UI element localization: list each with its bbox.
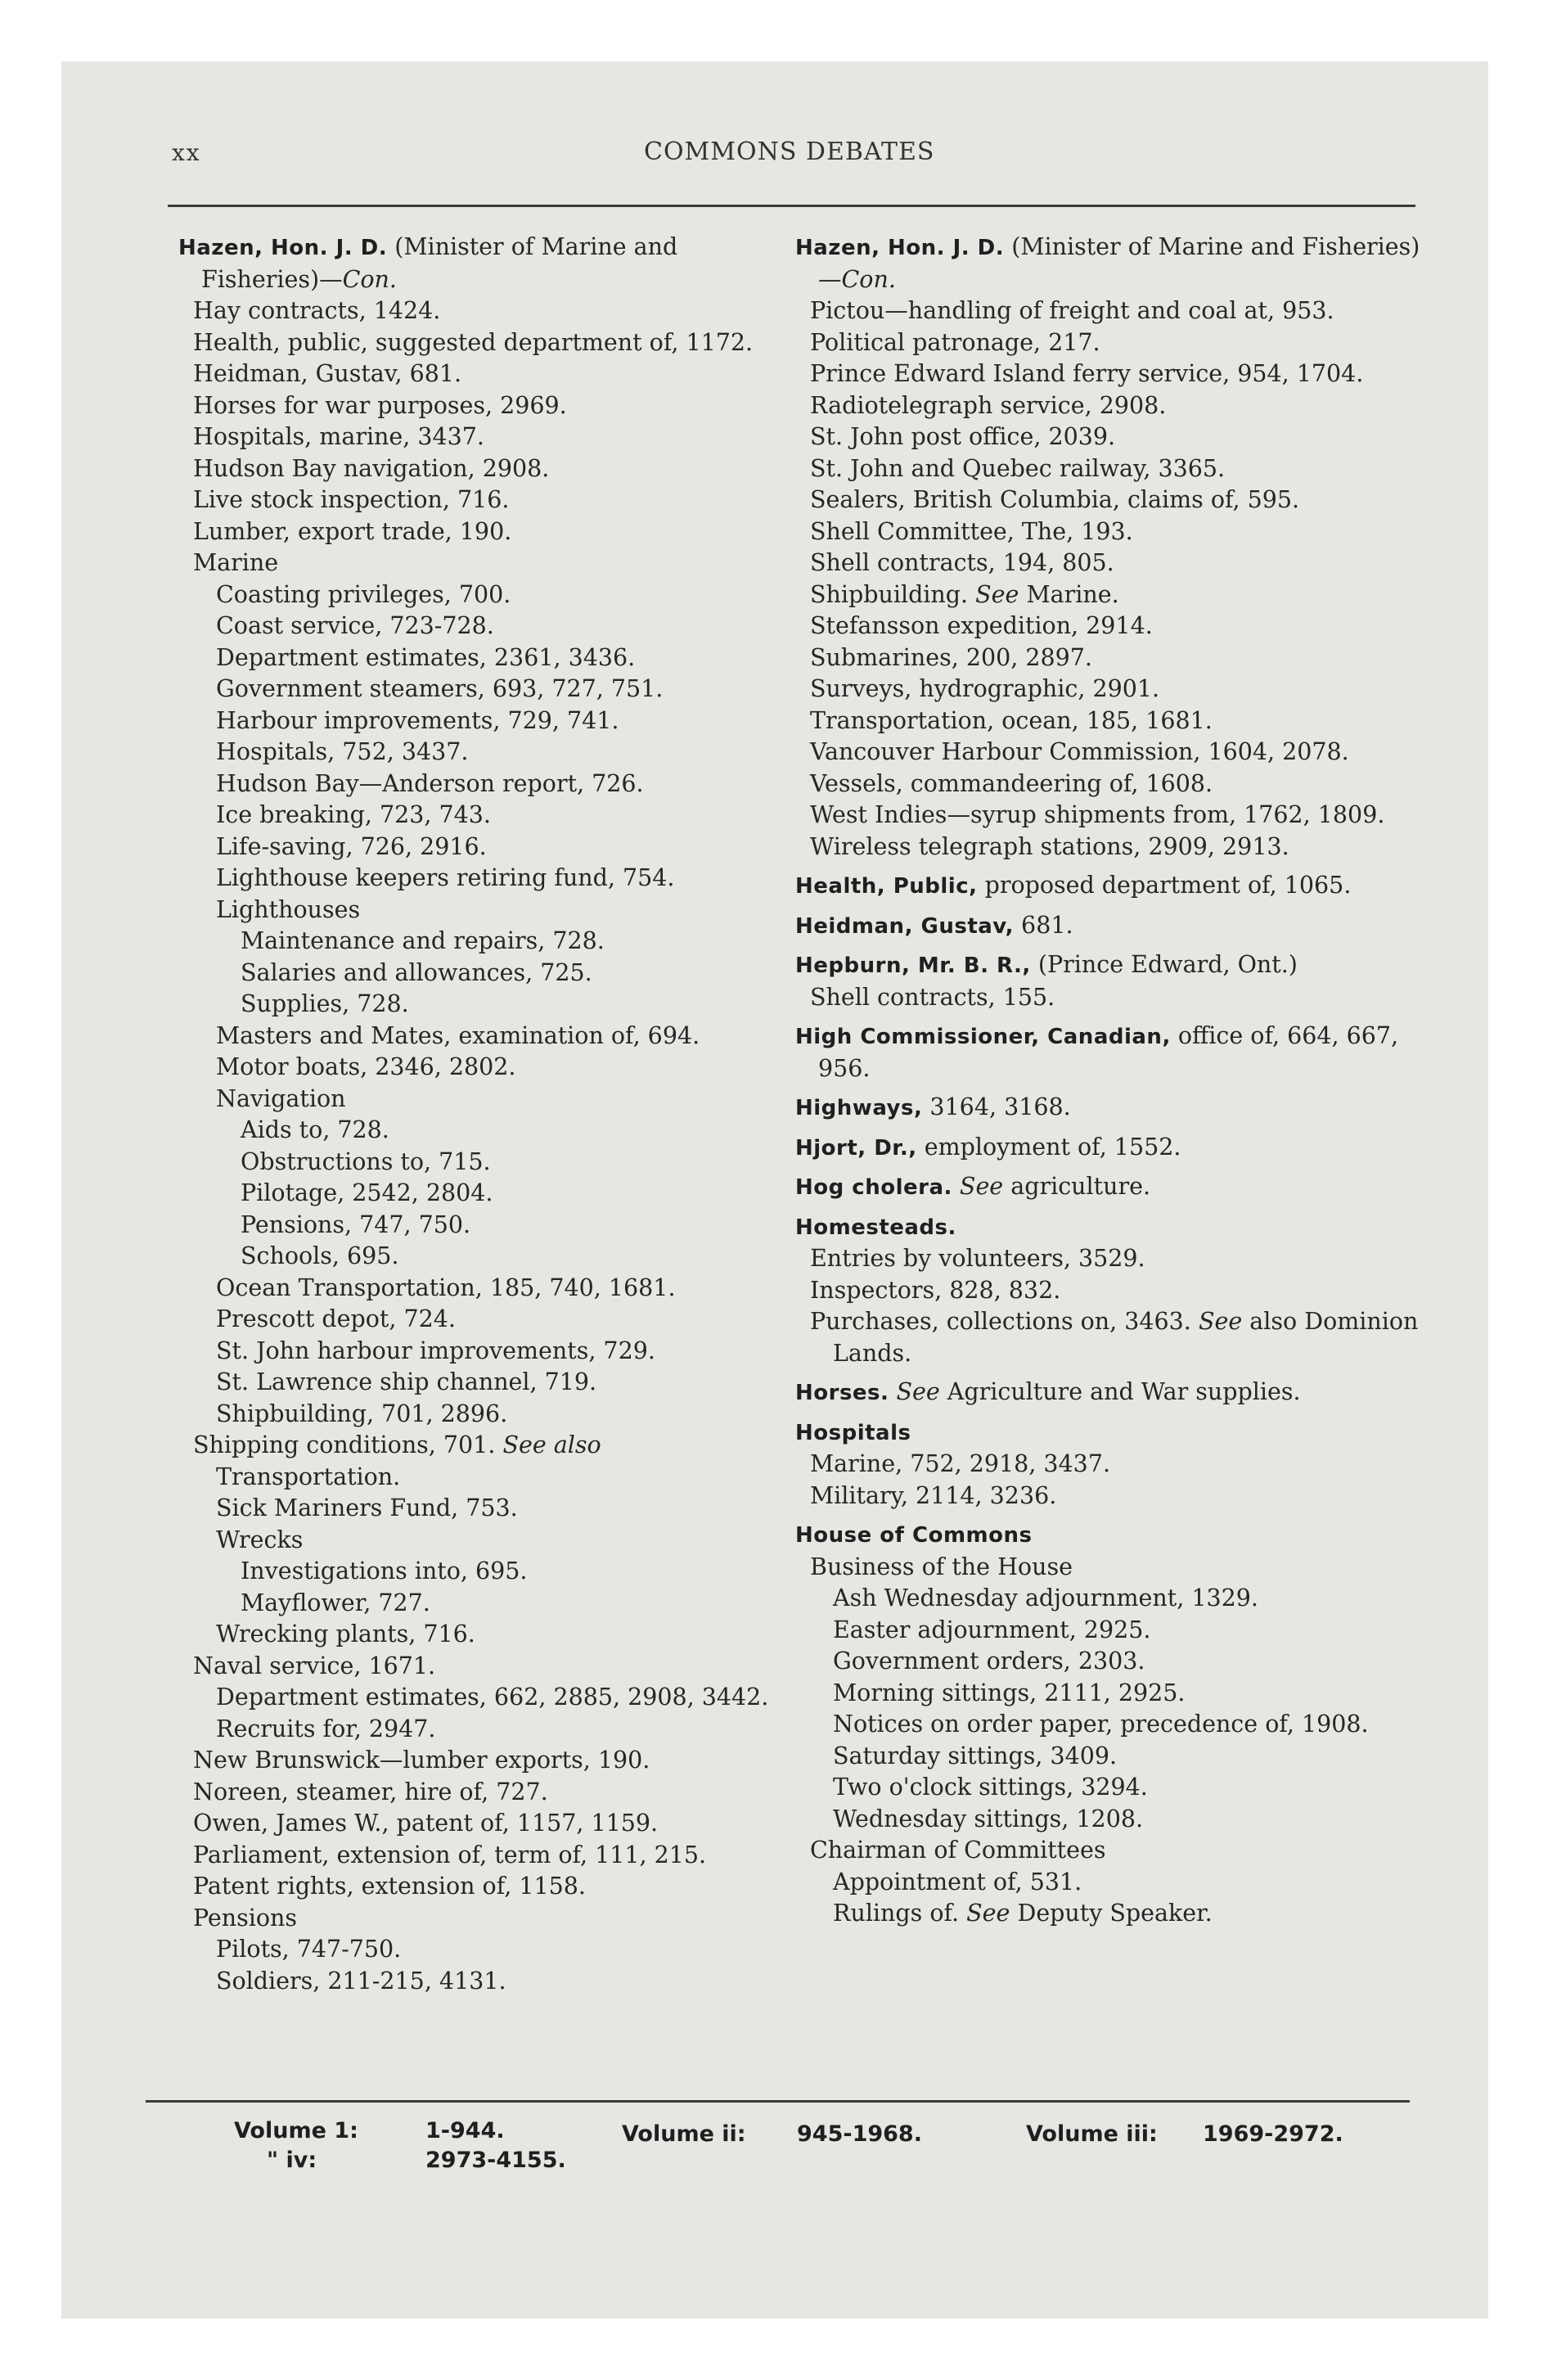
entry-text: Soldiers, 211-215, 4131. bbox=[216, 1967, 506, 1995]
entry-text: Pilotage, 2542, 2804. bbox=[241, 1179, 493, 1206]
entry-text: Entries by volunteers, 3529. bbox=[810, 1245, 1145, 1272]
heading-term: Horses. bbox=[795, 1381, 889, 1405]
header-rule bbox=[168, 205, 1415, 207]
entry-text: (Minister of Marine and Fisheries)— bbox=[201, 233, 678, 293]
index-entry bbox=[795, 769, 1425, 800]
entry-text: Live stock inspection, 716. bbox=[193, 486, 510, 513]
see-reference: See bbox=[959, 1173, 1004, 1200]
entry-text: Sick Mariners Fund, 753. bbox=[216, 1494, 518, 1521]
entry-text: Business of the House bbox=[810, 1553, 1073, 1580]
heading-term: Hazen, Hon. J. D. bbox=[178, 236, 388, 260]
see-reference: See bbox=[966, 1900, 1010, 1927]
entry-text: Chairman of Committees bbox=[810, 1837, 1106, 1864]
index-entry bbox=[795, 1804, 1425, 1836]
see-reference: See bbox=[1198, 1308, 1243, 1335]
index-entry bbox=[178, 1367, 784, 1399]
entry-text: Wrecks bbox=[216, 1526, 304, 1553]
index-entry bbox=[795, 1306, 1425, 1369]
entry-text: Prescott depot, 724. bbox=[216, 1305, 456, 1332]
entry-text: Lighthouses bbox=[216, 895, 361, 923]
index-entry bbox=[795, 1646, 1425, 1678]
entry-text: New Brunswick—lumber exports, 190. bbox=[193, 1747, 650, 1774]
index-entry bbox=[178, 1084, 784, 1116]
heading-term: Homesteads. bbox=[795, 1215, 956, 1240]
see-reference: Con. bbox=[841, 265, 896, 293]
entry-text: Pictou—handling of freight and coal at, 953. bbox=[810, 297, 1334, 324]
entry-text: Marine bbox=[193, 549, 279, 576]
index-entry bbox=[795, 642, 1425, 674]
left-column bbox=[178, 232, 784, 1997]
index-entry bbox=[178, 800, 784, 832]
footer-vol1-label: Volume 1: bbox=[234, 2118, 358, 2143]
entry-text: office of, 664, 667, 956. bbox=[818, 1022, 1399, 1082]
index-entry bbox=[795, 1449, 1425, 1481]
heading-term: Hazen, Hon. J. D. bbox=[795, 236, 1005, 260]
index-heading bbox=[795, 1171, 1425, 1204]
index-entry bbox=[178, 453, 784, 485]
index-entry bbox=[178, 611, 784, 642]
entry-text: Pilots, 747-750. bbox=[216, 1936, 402, 1963]
entry-text-rest: Deputy Speaker. bbox=[1010, 1900, 1213, 1927]
entry-text: Prince Edward Island ferry service, 954, 1704. bbox=[810, 360, 1364, 387]
entry-text: Recruits for, 2947. bbox=[216, 1715, 436, 1742]
entry-text: Department estimates, 2361, 3436. bbox=[216, 643, 636, 671]
index-entry bbox=[178, 1808, 784, 1840]
entry-text: Inspectors, 828, 832. bbox=[810, 1276, 1061, 1304]
entry-text: Masters and Mates, examination of, 694. bbox=[216, 1021, 700, 1049]
entry-text: Rulings of. bbox=[833, 1900, 967, 1927]
entry-text: Wrecking plants, 716. bbox=[216, 1620, 475, 1648]
footer-vol2-range: 945-1968. bbox=[797, 2121, 922, 2147]
entry-text: Surveys, hydrographic, 2901. bbox=[810, 675, 1160, 702]
page-number: xx bbox=[172, 139, 201, 166]
index-heading bbox=[795, 232, 1425, 295]
entry-text: Morning sittings, 2111, 2925. bbox=[833, 1679, 1186, 1706]
index-entry bbox=[178, 674, 784, 705]
entry-text: Vancouver Harbour Commission, 1604, 2078. bbox=[810, 738, 1349, 765]
entry-text: Pensions bbox=[193, 1904, 297, 1931]
entry-text: Navigation bbox=[216, 1084, 346, 1112]
entry-text: Sealers, British Columbia, claims of, 595. bbox=[810, 486, 1300, 513]
entry-text: Hudson Bay—Anderson report, 726. bbox=[216, 769, 644, 797]
index-entry bbox=[795, 674, 1425, 705]
entry-text: Lighthouse keepers retiring fund, 754. bbox=[216, 864, 675, 891]
index-entry bbox=[795, 516, 1425, 548]
entry-text: Coasting privileges, 700. bbox=[216, 580, 511, 608]
index-entry bbox=[795, 358, 1425, 390]
entry-text: Motor boats, 2346, 2802. bbox=[216, 1053, 516, 1080]
index-entry bbox=[178, 1871, 784, 1903]
entry-text: 681. bbox=[1014, 911, 1073, 939]
index-entry bbox=[795, 390, 1425, 422]
index-entry bbox=[178, 421, 784, 453]
index-entry bbox=[795, 800, 1425, 832]
entry-text: Naval service, 1671. bbox=[193, 1652, 436, 1679]
see-reference: See also bbox=[502, 1431, 601, 1458]
entry-text: Easter adjournment, 2925. bbox=[833, 1616, 1151, 1643]
entry-text: Obstructions to, 715. bbox=[241, 1147, 491, 1175]
index-entry bbox=[795, 295, 1425, 327]
index-entry bbox=[178, 1210, 784, 1242]
entry-text: Shell contracts, 194, 805. bbox=[810, 549, 1114, 576]
index-entry bbox=[178, 1241, 784, 1273]
footer-rule bbox=[146, 2100, 1410, 2103]
entry-text: Lumber, export trade, 190. bbox=[193, 517, 512, 545]
entry-text: Hay contracts, 1424. bbox=[193, 297, 441, 324]
entry-text bbox=[952, 1173, 960, 1200]
entry-text: Aids to, 728. bbox=[241, 1116, 389, 1143]
index-heading bbox=[795, 1092, 1425, 1125]
entry-text: Noreen, steamer, hire of, 727. bbox=[193, 1778, 548, 1805]
entry-text: St. John post office, 2039. bbox=[810, 423, 1116, 450]
index-entry bbox=[178, 1336, 784, 1368]
entry-text: Government steamers, 693, 727, 751. bbox=[216, 675, 664, 702]
entry-text: Two o'clock sittings, 3294. bbox=[833, 1774, 1148, 1801]
index-entry bbox=[178, 1934, 784, 1966]
index-entry bbox=[795, 1243, 1425, 1275]
index-entry bbox=[795, 485, 1425, 516]
entry-text: West Indies—syrup shipments from, 1762, 1809. bbox=[810, 801, 1385, 828]
heading-term: Hog cholera. bbox=[795, 1175, 952, 1200]
entry-text: Hospitals, 752, 3437. bbox=[216, 738, 469, 765]
index-entry bbox=[178, 1304, 784, 1336]
index-entry bbox=[178, 516, 784, 548]
entry-text: Maintenance and repairs, 728. bbox=[241, 927, 605, 954]
index-entry bbox=[178, 1021, 784, 1053]
heading-term: Hepburn, Mr. B. R., bbox=[795, 953, 1031, 978]
index-heading bbox=[795, 870, 1425, 903]
index-entry bbox=[178, 1273, 784, 1305]
entry-text: Purchases, collections on, 3463. bbox=[810, 1308, 1199, 1335]
index-entry bbox=[795, 1835, 1425, 1867]
entry-text: St. Lawrence ship channel, 719. bbox=[216, 1368, 597, 1395]
entry-text: Horses for war purposes, 2969. bbox=[193, 391, 567, 419]
index-entry bbox=[178, 1682, 784, 1714]
entry-text: Radiotelegraph service, 2908. bbox=[810, 391, 1167, 419]
index-entry bbox=[178, 1588, 784, 1620]
index-entry bbox=[795, 1615, 1425, 1647]
footer-vol3-range: 1969-2972. bbox=[1203, 2121, 1343, 2147]
entry-text: Stefansson expedition, 2914. bbox=[810, 612, 1153, 639]
page-title: COMMONS DEBATES bbox=[644, 137, 935, 166]
entry-text: Vessels, commandeering of, 1608. bbox=[810, 769, 1213, 797]
index-entry bbox=[178, 705, 784, 737]
index-entry bbox=[178, 895, 784, 926]
index-entry bbox=[178, 1556, 784, 1588]
right-column bbox=[795, 232, 1425, 1930]
entry-text: Shipbuilding, 701, 2896. bbox=[216, 1400, 508, 1427]
see-reference: Con. bbox=[342, 265, 397, 293]
index-entry bbox=[178, 769, 784, 800]
index-entry bbox=[178, 989, 784, 1021]
entry-text: Appointment of, 531. bbox=[833, 1868, 1082, 1895]
index-entry bbox=[795, 1867, 1425, 1899]
index-entry bbox=[178, 1493, 784, 1525]
entry-text: St. John harbour improvements, 729. bbox=[216, 1336, 655, 1364]
entry-text: Shell Committee, The, 193. bbox=[810, 517, 1133, 545]
entry-text: Harbour improvements, 729, 741. bbox=[216, 706, 619, 734]
entry-text-rest: Agriculture and War supplies. bbox=[939, 1378, 1301, 1405]
footer-vol1-range: 1-944. bbox=[425, 2118, 505, 2143]
index-heading bbox=[795, 910, 1425, 943]
entry-text: Wednesday sittings, 1208. bbox=[833, 1805, 1144, 1832]
index-entry bbox=[178, 1399, 784, 1431]
entry-text: Schools, 695. bbox=[241, 1242, 399, 1269]
entry-text: Political patronage, 217. bbox=[810, 328, 1100, 356]
index-entry bbox=[178, 642, 784, 674]
entry-text: Salaries and allowances, 725. bbox=[241, 958, 592, 986]
entry-text: Ash Wednesday adjournment, 1329. bbox=[833, 1584, 1258, 1611]
index-entry bbox=[178, 1903, 784, 1935]
index-entry bbox=[795, 1552, 1425, 1584]
index-heading bbox=[795, 949, 1425, 982]
entry-text: Department estimates, 662, 2885, 2908, 3442. bbox=[216, 1684, 769, 1711]
entry-text: Government orders, 2303. bbox=[833, 1648, 1145, 1675]
index-entry bbox=[178, 1714, 784, 1746]
entry-text: Shipping conditions, 701. bbox=[193, 1431, 503, 1458]
entry-text: Transportation, ocean, 185, 1681. bbox=[810, 706, 1213, 734]
index-entry bbox=[795, 327, 1425, 359]
index-entry bbox=[178, 926, 784, 958]
entry-text: Hudson Bay navigation, 2908. bbox=[193, 454, 550, 482]
index-heading bbox=[795, 1519, 1425, 1552]
heading-term: Hjort, Dr., bbox=[795, 1135, 917, 1161]
heading-term: High Commissioner, Canadian, bbox=[795, 1025, 1171, 1049]
index-entry bbox=[795, 611, 1425, 642]
footer-vol3-label: Volume iii: bbox=[1026, 2121, 1158, 2147]
entry-text: Notices on order paper, precedence of, 1908. bbox=[833, 1711, 1369, 1738]
index-entry bbox=[178, 485, 784, 516]
heading-term: Health, Public, bbox=[795, 874, 978, 899]
index-entry bbox=[795, 982, 1425, 1014]
index-heading bbox=[795, 1132, 1425, 1165]
index-entry bbox=[795, 421, 1425, 453]
index-entry bbox=[795, 453, 1425, 485]
index-entry bbox=[178, 1619, 784, 1651]
footer-vol4-range: 2973-4155. bbox=[425, 2148, 566, 2173]
index-entry bbox=[795, 832, 1425, 863]
entry-text: Patent rights, extension of, 1158. bbox=[193, 1873, 586, 1900]
entry-text: St. John and Quebec railway, 3365. bbox=[810, 454, 1226, 482]
index-entry bbox=[178, 1525, 784, 1557]
index-entry bbox=[178, 358, 784, 390]
heading-term: Heidman, Gustav, bbox=[795, 913, 1014, 939]
index-entry bbox=[795, 548, 1425, 579]
entry-text: (Minister of Marine and Fisheries)— bbox=[818, 233, 1420, 293]
index-heading bbox=[795, 1417, 1425, 1449]
index-entry bbox=[178, 1745, 784, 1777]
entry-text: proposed department of, 1065. bbox=[977, 872, 1352, 899]
entry-text-rest: Marine. bbox=[1019, 580, 1119, 608]
index-entry bbox=[178, 863, 784, 895]
entry-text: Life-saving, 726, 2916. bbox=[216, 832, 487, 860]
index-entry bbox=[795, 1275, 1425, 1307]
index-entry bbox=[795, 705, 1425, 737]
entry-text: Owen, James W., patent of, 1157, 1159. bbox=[193, 1810, 659, 1837]
entry-text: Wireless telegraph stations, 2909, 2913. bbox=[810, 832, 1289, 860]
index-entry bbox=[795, 579, 1425, 611]
index-entry bbox=[795, 1741, 1425, 1773]
entry-text: Supplies, 728. bbox=[241, 990, 409, 1017]
entry-text: Ocean Transportation, 185, 740, 1681. bbox=[216, 1273, 676, 1301]
entry-text: Marine, 752, 2918, 3437. bbox=[810, 1450, 1111, 1477]
entry-text: Shipbuilding. bbox=[810, 580, 976, 608]
index-entry bbox=[178, 1777, 784, 1809]
index-entry bbox=[795, 1898, 1425, 1930]
index-entry bbox=[178, 737, 784, 769]
index-entry bbox=[178, 832, 784, 863]
index-heading bbox=[795, 1377, 1425, 1409]
entry-text: 3164, 3168. bbox=[922, 1093, 1071, 1120]
heading-term: Hospitals bbox=[795, 1420, 911, 1445]
entry-text: Mayflower, 727. bbox=[241, 1589, 430, 1616]
index-entry bbox=[178, 390, 784, 422]
index-entry bbox=[178, 579, 784, 611]
entry-text-rest: Transportation. bbox=[216, 1463, 401, 1490]
index-entry bbox=[178, 1147, 784, 1179]
index-heading bbox=[795, 1211, 1425, 1244]
entry-text: Submarines, 200, 2897. bbox=[810, 643, 1092, 671]
index-heading bbox=[178, 232, 784, 295]
entry-text: Coast service, 723-728. bbox=[216, 612, 494, 639]
index-heading bbox=[795, 1021, 1425, 1084]
entry-text: Health, public, suggested department of, 1172. bbox=[193, 328, 754, 356]
see-reference: See bbox=[975, 580, 1019, 608]
footer-vol2-label: Volume ii: bbox=[622, 2121, 746, 2147]
entry-text: Heidman, Gustav, 681. bbox=[193, 360, 462, 387]
index-entry bbox=[795, 1678, 1425, 1710]
entry-text: employment of, 1552. bbox=[916, 1133, 1181, 1161]
index-entry bbox=[178, 958, 784, 989]
index-entry bbox=[178, 327, 784, 359]
entry-text: (Prince Edward, Ont.) bbox=[1030, 951, 1298, 978]
index-entry bbox=[178, 1966, 784, 1998]
heading-term: Highways, bbox=[795, 1096, 923, 1120]
index-entry bbox=[178, 1178, 784, 1210]
index-entry bbox=[178, 1840, 784, 1872]
index-entry bbox=[795, 1583, 1425, 1615]
index-entry bbox=[178, 1430, 784, 1493]
entry-text: Parliament, extension of, term of, 111, 215. bbox=[193, 1841, 707, 1868]
index-entry bbox=[795, 1772, 1425, 1804]
entry-text: Ice breaking, 723, 743. bbox=[216, 801, 491, 828]
entry-text-rest: also Dominion Lands. bbox=[833, 1308, 1419, 1367]
see-reference: See bbox=[896, 1378, 940, 1405]
entry-text: Saturday sittings, 3409. bbox=[833, 1742, 1118, 1769]
index-entry bbox=[795, 1709, 1425, 1741]
entry-text-rest: agriculture. bbox=[1003, 1173, 1151, 1200]
index-entry bbox=[178, 1052, 784, 1084]
heading-term: House of Commons bbox=[795, 1523, 1033, 1548]
index-entry bbox=[178, 548, 784, 579]
index-entry bbox=[178, 1651, 784, 1683]
entry-text: Shell contracts, 155. bbox=[810, 983, 1055, 1011]
entry-text: Military, 2114, 3236. bbox=[810, 1481, 1057, 1509]
index-entry bbox=[795, 737, 1425, 769]
entry-text: Investigations into, 695. bbox=[241, 1557, 528, 1584]
entry-text: Pensions, 747, 750. bbox=[241, 1210, 471, 1238]
index-entry bbox=[795, 1481, 1425, 1512]
entry-text: Hospitals, marine, 3437. bbox=[193, 423, 484, 450]
footer-vol4-label: " iv: bbox=[267, 2148, 317, 2173]
index-entry bbox=[178, 295, 784, 327]
index-entry bbox=[178, 1115, 784, 1147]
